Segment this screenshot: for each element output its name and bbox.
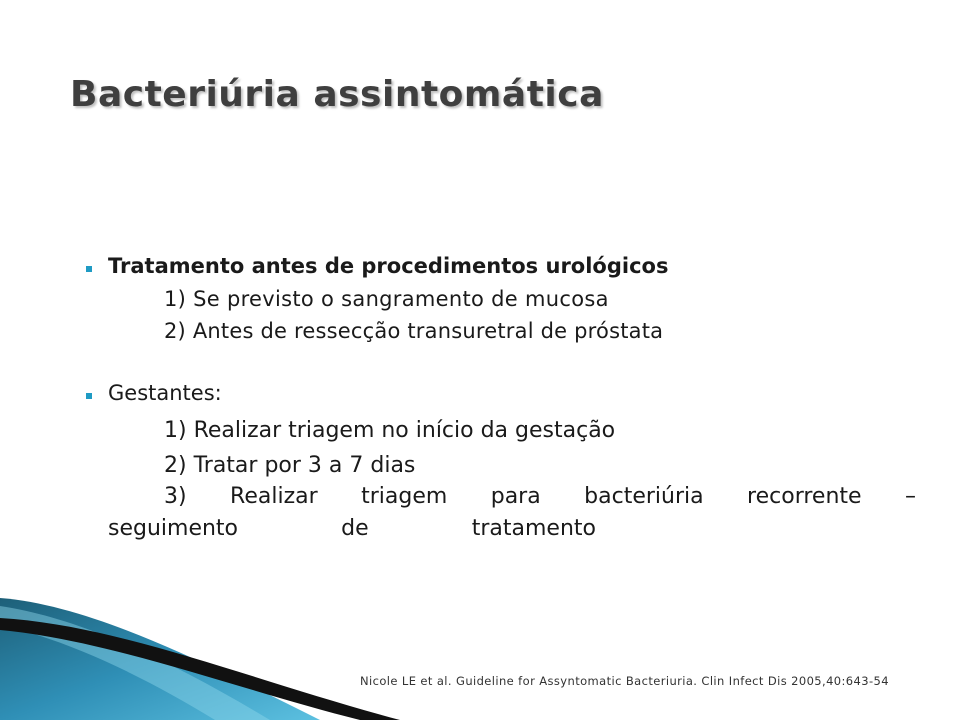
word: tratamento	[471, 516, 596, 541]
word: para	[490, 484, 541, 509]
word: recorrente	[747, 484, 862, 509]
bullet-square-icon	[86, 393, 92, 399]
bullet-heading-gestantes: Gestantes:	[108, 381, 222, 405]
bullet-heading-tratamento: Tratamento antes de procedimentos urológicos	[108, 254, 669, 278]
slide-title: Bacteriúria assintomática	[70, 74, 604, 115]
word: seguimento	[108, 516, 239, 541]
word: triagem	[361, 484, 448, 509]
word: bacteriúria	[584, 484, 704, 509]
list-item-justified-continuation	[108, 516, 596, 541]
list-item: 2) Tratar por 3 a 7 dias	[164, 453, 416, 478]
word: 3)	[164, 484, 187, 509]
list-item: 1) Realizar triagem no início da gestação	[164, 418, 616, 443]
word: Realizar	[230, 484, 318, 509]
list-item: 1) Se previsto o sangramento de mucosa	[164, 287, 609, 311]
word: –	[905, 484, 916, 509]
word: de	[341, 516, 369, 541]
bullet-square-icon	[86, 266, 92, 272]
citation: Nicole LE et al. Guideline for Assyntomatic Bacteriuria. Clin Infect Dis 2005,40:643-54	[360, 674, 889, 688]
list-item-justified	[164, 484, 916, 509]
list-item: 2) Antes de ressecção transuretral de próstata	[164, 319, 664, 343]
